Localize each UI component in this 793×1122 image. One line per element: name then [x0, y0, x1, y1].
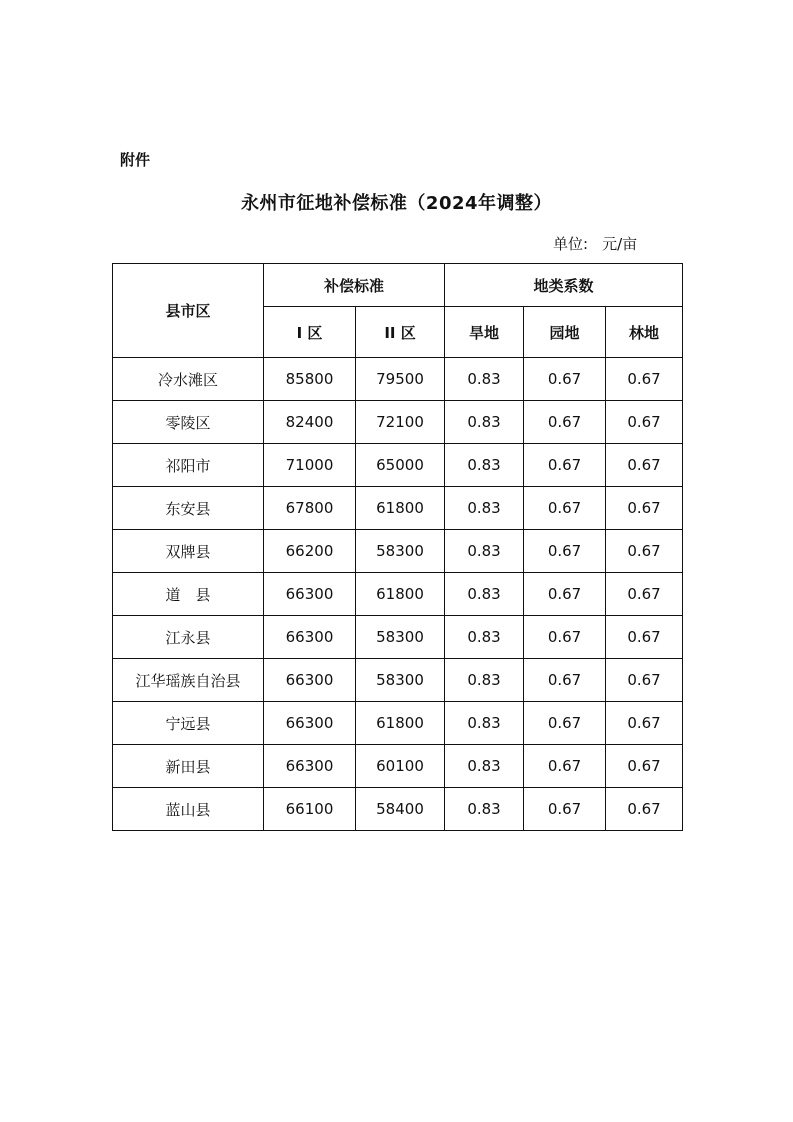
- cell-county: 东安县: [113, 487, 264, 530]
- cell-garden-land: 0.67: [524, 659, 606, 702]
- header-garden-land: 园地: [524, 307, 606, 358]
- cell-zone-1: 85800: [264, 358, 356, 401]
- cell-forest-land: 0.67: [606, 616, 683, 659]
- header-forest-land: 林地: [606, 307, 683, 358]
- cell-forest-land: 0.67: [606, 487, 683, 530]
- cell-zone-2: 72100: [356, 401, 445, 444]
- unit-label: 单位:: [553, 235, 589, 253]
- header-county: 县市区: [113, 264, 264, 358]
- header-zone-2: II 区: [356, 307, 445, 358]
- table-row: [113, 573, 683, 616]
- cell-zone-1: 66200: [264, 530, 356, 573]
- cell-zone-1: 66300: [264, 702, 356, 745]
- table-row: [113, 745, 683, 788]
- cell-county: 江华瑶族自治县: [113, 659, 264, 702]
- cell-dry-land: 0.83: [445, 745, 524, 788]
- cell-forest-land: 0.67: [606, 530, 683, 573]
- table-body: [113, 358, 683, 831]
- table-row: [113, 788, 683, 831]
- cell-dry-land: 0.83: [445, 702, 524, 745]
- cell-county: 江永县: [113, 616, 264, 659]
- cell-zone-2: 79500: [356, 358, 445, 401]
- cell-garden-land: 0.67: [524, 702, 606, 745]
- cell-zone-1: 66300: [264, 659, 356, 702]
- cell-zone-2: 58300: [356, 530, 445, 573]
- table-row: [113, 358, 683, 401]
- cell-zone-2: 61800: [356, 702, 445, 745]
- cell-garden-land: 0.67: [524, 401, 606, 444]
- unit-note: [553, 233, 637, 254]
- table-row: [113, 487, 683, 530]
- cell-county: 道 县: [113, 573, 264, 616]
- cell-dry-land: 0.83: [445, 573, 524, 616]
- cell-zone-1: 67800: [264, 487, 356, 530]
- cell-dry-land: 0.83: [445, 444, 524, 487]
- cell-zone-2: 58400: [356, 788, 445, 831]
- table-row: [113, 702, 683, 745]
- compensation-table: [112, 263, 683, 831]
- cell-county: 零陵区: [113, 401, 264, 444]
- cell-dry-land: 0.83: [445, 788, 524, 831]
- table-row: [113, 616, 683, 659]
- cell-garden-land: 0.67: [524, 358, 606, 401]
- cell-county: 祁阳市: [113, 444, 264, 487]
- cell-county: 新田县: [113, 745, 264, 788]
- cell-forest-land: 0.67: [606, 401, 683, 444]
- cell-garden-land: 0.67: [524, 745, 606, 788]
- cell-forest-land: 0.67: [606, 702, 683, 745]
- cell-zone-2: 65000: [356, 444, 445, 487]
- cell-zone-1: 66300: [264, 573, 356, 616]
- cell-forest-land: 0.67: [606, 659, 683, 702]
- cell-zone-1: 82400: [264, 401, 356, 444]
- unit-value: 元/亩: [602, 235, 638, 253]
- cell-dry-land: 0.83: [445, 530, 524, 573]
- cell-zone-2: 58300: [356, 659, 445, 702]
- cell-county: 冷水滩区: [113, 358, 264, 401]
- cell-garden-land: 0.67: [524, 616, 606, 659]
- cell-county: 蓝山县: [113, 788, 264, 831]
- cell-forest-land: 0.67: [606, 444, 683, 487]
- cell-zone-2: 58300: [356, 616, 445, 659]
- cell-county: 双牌县: [113, 530, 264, 573]
- cell-zone-1: 66300: [264, 616, 356, 659]
- header-standard-group: 补偿标准: [264, 264, 445, 307]
- header-zone-1: I 区: [264, 307, 356, 358]
- cell-dry-land: 0.83: [445, 401, 524, 444]
- table-row: [113, 530, 683, 573]
- header-coefficient-group: 地类系数: [445, 264, 683, 307]
- attachment-label: 附件: [120, 151, 151, 169]
- cell-garden-land: 0.67: [524, 487, 606, 530]
- cell-zone-1: 71000: [264, 444, 356, 487]
- cell-zone-2: 61800: [356, 573, 445, 616]
- cell-forest-land: 0.67: [606, 358, 683, 401]
- cell-garden-land: 0.67: [524, 530, 606, 573]
- table-row: [113, 401, 683, 444]
- header-dry-land: 旱地: [445, 307, 524, 358]
- cell-forest-land: 0.67: [606, 788, 683, 831]
- document-title: 永州市征地补偿标准（2024年调整）: [240, 193, 553, 214]
- cell-zone-1: 66100: [264, 788, 356, 831]
- cell-garden-land: 0.67: [524, 573, 606, 616]
- cell-zone-2: 61800: [356, 487, 445, 530]
- cell-zone-2: 60100: [356, 745, 445, 788]
- table-row: [113, 659, 683, 702]
- cell-forest-land: 0.67: [606, 745, 683, 788]
- cell-dry-land: 0.83: [445, 616, 524, 659]
- cell-forest-land: 0.67: [606, 573, 683, 616]
- cell-county: 宁远县: [113, 702, 264, 745]
- cell-dry-land: 0.83: [445, 659, 524, 702]
- cell-garden-land: 0.67: [524, 444, 606, 487]
- cell-garden-land: 0.67: [524, 788, 606, 831]
- cell-dry-land: 0.83: [445, 358, 524, 401]
- cell-dry-land: 0.83: [445, 487, 524, 530]
- cell-zone-1: 66300: [264, 745, 356, 788]
- table-row: [113, 444, 683, 487]
